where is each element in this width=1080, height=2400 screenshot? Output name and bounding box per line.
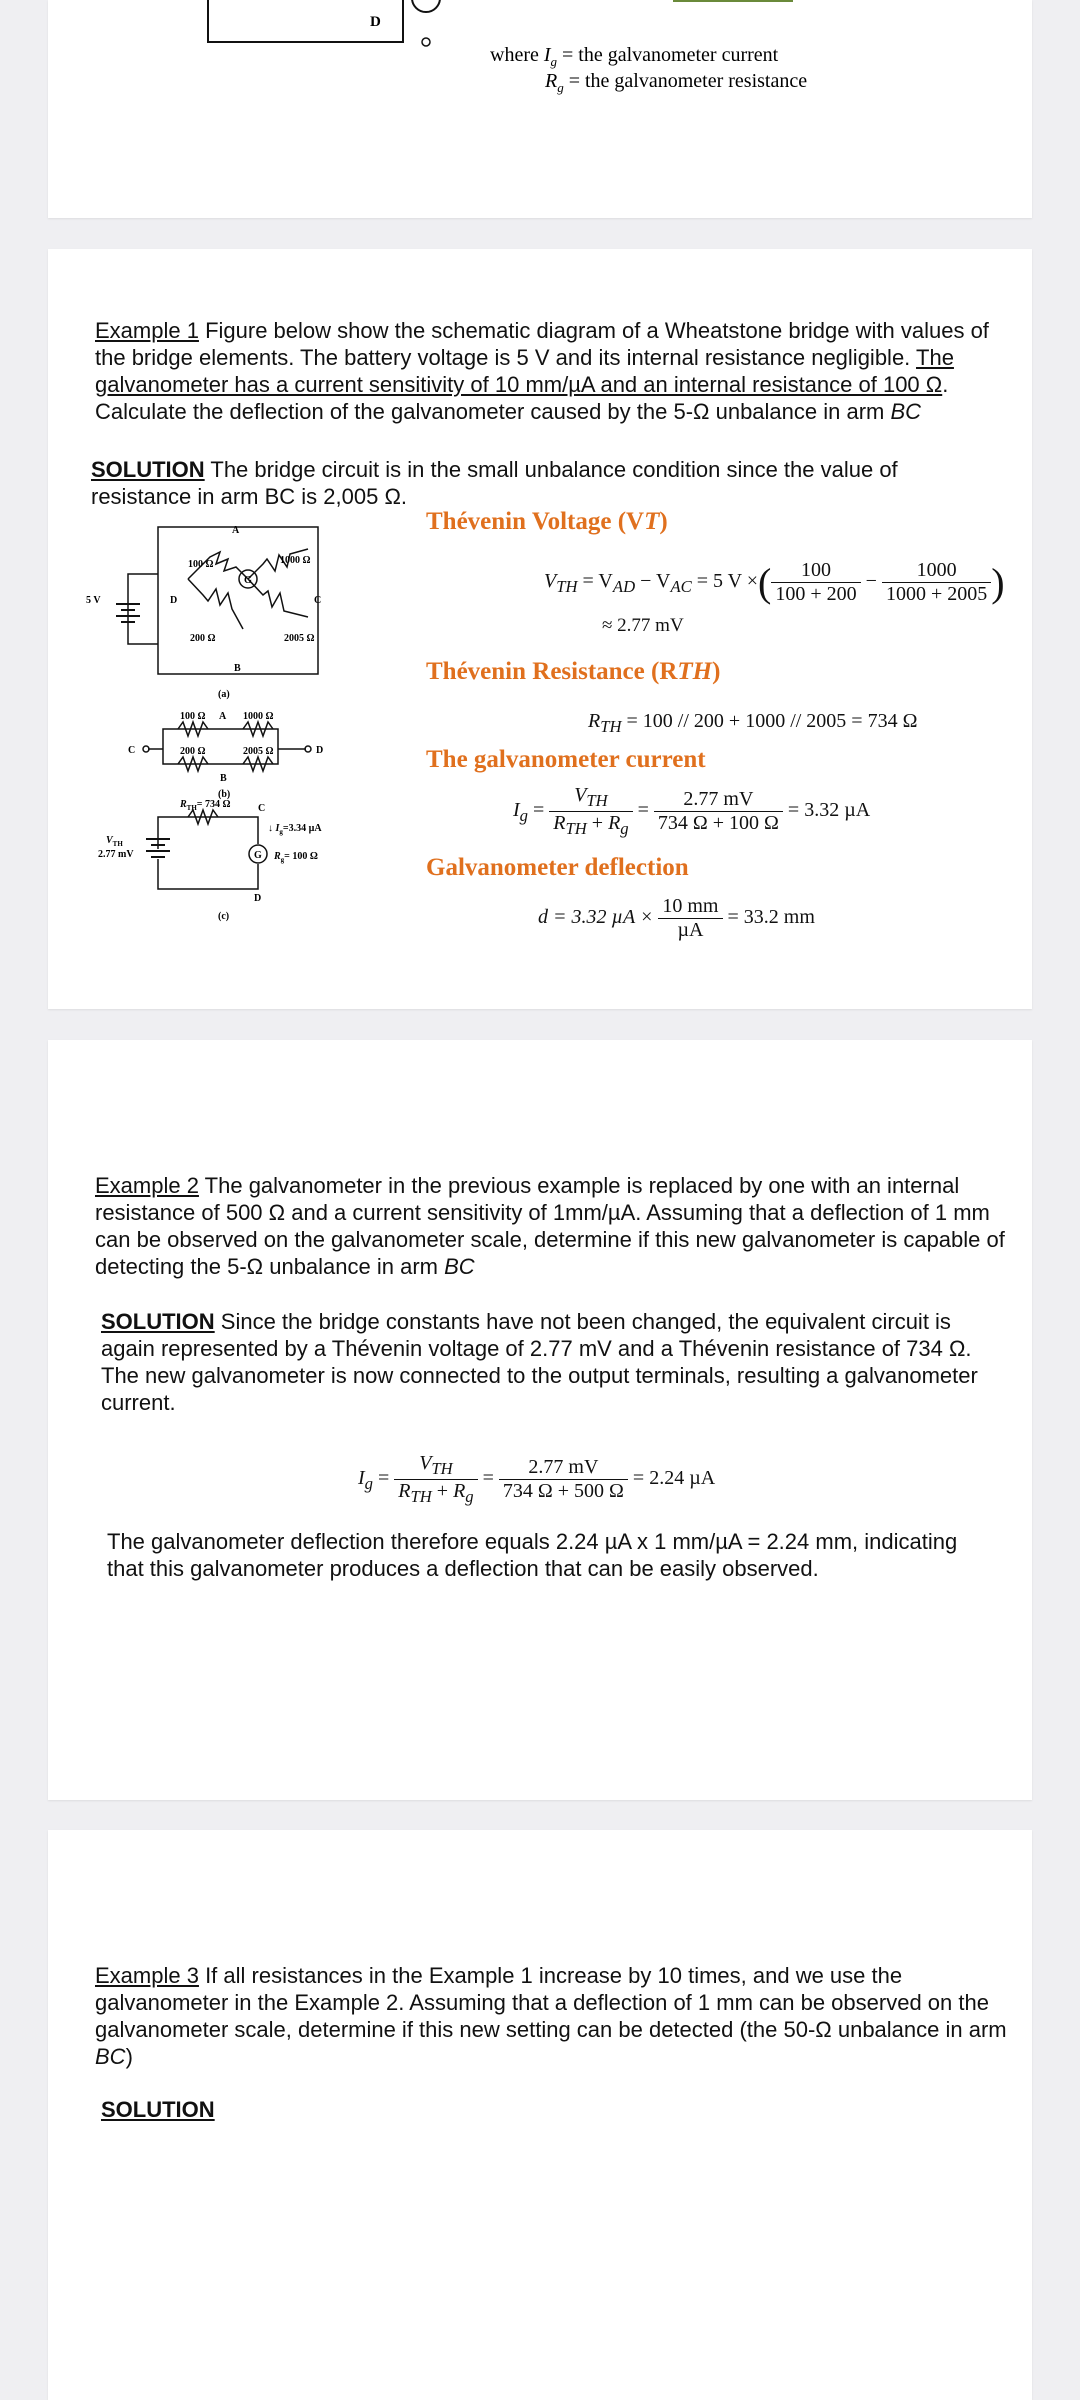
- fig-b-D: D: [316, 745, 324, 756]
- eq-ig-2: $I_g$ = $\frac{V_{TH}}{R_{TH} + R_g}$ = $\frac{2.77 mV}{734 \Omega + 500 \Omega}$ = 2.24 µA: [358, 1452, 716, 1506]
- heading-thevenin-voltage: Thévenin Voltage (VT): [426, 508, 668, 535]
- fig-a-5v: 5 V: [86, 595, 101, 606]
- example-1-solution: SOLUTION The bridge circuit is in the small unbalance condition since the value of resistance in arm BC is 2,005 Ω.: [91, 457, 898, 509]
- fig-b-r1000: 1000 Ω: [243, 711, 274, 722]
- example-3-statement: Example 3 If all resistances in the Example 1 increase by 10 times, and we use the galvanometer in the Example 2. Assuming that a deflection of 1 mm can be observed on the galvanometer scale, determine if this new setting can be detected (the 50-Ω unbalance in arm BC): [95, 1963, 1007, 2069]
- solution-label-2: SOLUTION: [101, 1309, 215, 1334]
- eq-deflection: d = 3.32 µA × $\frac{10 mm}{\text{µA}}$ = 33.2 mm: [538, 895, 815, 941]
- fig-b-C: C: [128, 745, 136, 756]
- fig-b-r2005: 2005 Ω: [243, 746, 274, 757]
- example-1-title: Example 1: [95, 318, 199, 343]
- example-3-title: Example 3: [95, 1963, 199, 1988]
- card-example-3: [48, 1830, 1032, 2400]
- solution-label-3: SOLUTION: [101, 2097, 215, 2122]
- fig-a-r100: 100 Ω: [188, 559, 214, 570]
- eq-ig-1: $I_g$ = $\frac{V_{TH}}{R_{TH} + R_g}$ = $\frac{2.77 mV}{734 \Omega + 100 \Omega}$ = 3.32 µA: [513, 784, 871, 838]
- wheatstone-figures: [68, 519, 368, 979]
- example-3-solution: [101, 2096, 215, 2123]
- heading-galvanometer-deflection: Galvanometer deflection: [426, 854, 689, 881]
- fig-c-g: G: [254, 850, 262, 861]
- eq-vth-approx: ≈ 2.77 mV: [602, 615, 684, 636]
- fig-b-r200: 200 Ω: [180, 746, 206, 757]
- card-example-1: [48, 249, 1032, 1009]
- card-example-2: [48, 1040, 1032, 1800]
- fig-b-A: A: [219, 711, 227, 722]
- fig-c-D: D: [254, 893, 262, 904]
- fig-a-C: C: [314, 595, 322, 606]
- example-2-title: Example 2: [95, 1173, 199, 1198]
- card-circuit-top: [48, 0, 1032, 218]
- fig-c-rth: $R_{TH}= 734$ Ω: [180, 799, 231, 812]
- circuit-node-d: D: [370, 14, 381, 30]
- heading-thevenin-resistance: Thévenin Resistance (RTH): [426, 658, 721, 685]
- fig-c-vth: $V_{TH}$: [106, 835, 123, 848]
- fig-c-vth-val: 2.77 mV: [98, 849, 134, 860]
- fig-a-r2005: 2005 Ω: [284, 633, 315, 644]
- fig-a-label: (a): [218, 689, 230, 700]
- fig-b-B: B: [220, 773, 227, 784]
- fig-c-rg: $R_g= 100$ Ω: [274, 851, 318, 864]
- solution-label: SOLUTION: [91, 457, 205, 482]
- eq-vth: $V_{TH} = V_{AD} - V_{AC} = 5$ V ×( $\frac{100}{100 + 200}$ − $\frac{1000}{1000 + 2005}$ ): [544, 559, 1005, 605]
- heading-galvanometer-current: The galvanometer current: [426, 746, 706, 773]
- example-1-statement: Example 1 Figure below show the schematic diagram of a Wheatstone bridge with values of the bridge elements. The battery voltage is 5 V and its internal resistance negligible. The galvanometer has a current sensitivity of 10 mm/µA and an internal resistance of 100 Ω. Calculate the deflection of the galvanometer caused by the 5-Ω unbalance in arm BC: [95, 318, 989, 424]
- green-bar: [673, 0, 793, 2]
- example-2-conclusion: The galvanometer deflection therefore equals 2.24 µA x 1 mm/µA = 2.24 mm, indicating that this galvanometer produces a deflection that can be easily observed.: [107, 1529, 958, 1581]
- fig-b-r100: 100 Ω: [180, 711, 206, 722]
- where-line-rg: $R_g$ = the galvanometer resistance: [545, 70, 808, 95]
- eq-rth: $R_{TH} = 100 // 200 + 1000 // 2005 = 734$ Ω: [588, 710, 918, 736]
- fig-a-r200: 200 Ω: [190, 633, 216, 644]
- fig-a-A: A: [232, 525, 240, 536]
- fig-c-ig: ↓ $I_g=3.34$ µA: [268, 823, 322, 836]
- fig-a-D: D: [170, 595, 178, 606]
- fig-b-label: (b): [218, 789, 231, 800]
- fig-a-B: B: [234, 663, 241, 674]
- example-2-solution: SOLUTION Since the bridge constants have not been changed, the equivalent circuit is again represented by a Thévenin voltage of 2.77 mV and a Thévenin resistance of 734 Ω. The new galvanometer is now connected to the output terminals, resulting a galvanometer current.: [101, 1309, 978, 1415]
- example-2-statement: Example 2 The galvanometer in the previous example is replaced by one with an internal resistance of 500 Ω and a current sensitivity of 1mm/µA. Assuming that a deflection of 1 mm can be observed on the galvanometer scale, determine if this new galvanometer is capable of detecting the 5-Ω unbalance in arm BC: [95, 1173, 1005, 1279]
- where-line-ig: where $I_g$ = the galvanometer current: [490, 44, 779, 69]
- fig-c-C: C: [258, 803, 266, 814]
- fig-a-r1000: 1000 Ω: [280, 555, 311, 566]
- fig-a-g: G: [244, 575, 252, 586]
- fig-c-label: (c): [218, 911, 230, 922]
